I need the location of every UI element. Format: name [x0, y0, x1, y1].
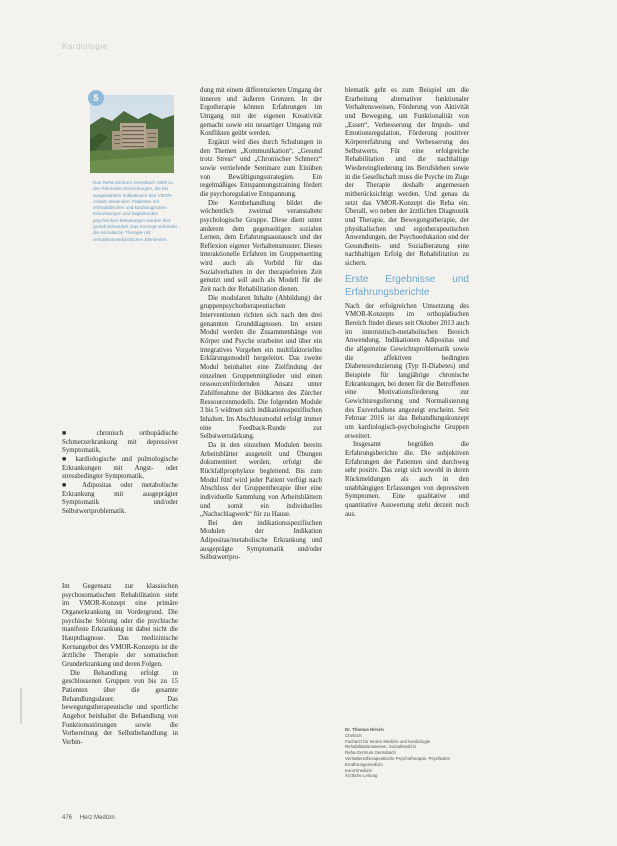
- section-heading: Erste Ergebnisse und Erfahrungsberichte: [345, 273, 469, 298]
- scan-edge-mark: [20, 688, 22, 724]
- column-2-text: [200, 87, 322, 563]
- paragraph: Nach der erfolgreichen Umsetzung des VMOR-Konzepts im orthopädischen Bereich findet dieses seit Oktober 2013 auch im internistisch-metabolischen Bereich Anwendung. Indikationen Adipositas und die allgemeine Gewichtsproblematik sowie die affektiven bedingten Diabetesreduzierung (Typ II-Diabetes) und Beispiele für langjährige chronische Erkrankungen, bei denen für die Betroffenen eine Motivationsförderung zur Gewichtsregulierung und Normalisierung des Essverhaltens angezeigt erscheint. Seit Februar 2016 ist das Behandlungskonzept um kardiologisch-psychologische Gruppen erweitert.: [345, 302, 469, 440]
- photo-caption: Das Reha-Zentrum Gernsbach zählt zu den führenden Einrichtungen, die bei ausgewählten Indikationen den VMOR-Ansatz anwenden: Patienten mit orthopädischen und kardiologischen Erkrankungen und begleitenden psychischen Belastungen werden hier gezielt behandelt. Das Konzept verbindet die somatische Therapie mit verhaltensmedizinischen Elementen.: [93, 180, 177, 242]
- journal-name: Herz Medizin: [79, 815, 115, 821]
- author-info: [345, 727, 467, 779]
- paragraph: blematik geht es zum Beispiel um die Erarbeitung alternativer funktionaler Verhaltensweisen, Förderung von Aktivität und Bewegung, um Funktionalität von „Essen“, Verbesserung der Impuls- und Emotionsregulation, Förderung positiver Körpererfahrung und Verbesserung des Selbstwerts. Für eine erfolgreiche Rehabilitation und die nachhaltige Wiedereingliederung ins Berufsleben sowie in die Gesellschaft muss die Psyche im Zuge der Therapie deshalb angemessen mitberücksichtigt werden. Und genau da setzt das VMOR-Konzept die Reha ein. Überall, wo neben der ärztlichen Diagnostik und Therapie, der Bewegungstherapie, der physikalischen und ergotherapeutischen Anwendungen, der Psychoedukation und der Gesundheits- und Sozialberatung eine nachhaltigen Erfolg der Rehabilitation zu sichern.: [345, 87, 469, 268]
- bullet-item: ■ kardiologische und pulmologische Erkrankungen mit Angst- oder stressbedingter Symptomatik,: [62, 455, 178, 481]
- figure-number-badge: 5: [88, 90, 104, 106]
- author-line: Chefarzt: [345, 732, 362, 738]
- author-line: Verhaltenstherapeutische Psychotherapie, Psychiatrie: [345, 755, 450, 761]
- section-label: Kardiologie: [62, 42, 108, 51]
- author-line: Ärztliche Leitung: [345, 773, 378, 779]
- paragraph: Insgesamt begrüßen die Erfahrungsberichte die. Die subjektiven Erfahrungen der Patienten sind durchweg sehr positiv. Das zeigt sich sowohl in deren Rückmeldungen als auch in den unabhängigen Erfassungen von depressiven Symptomen. Eine qualitative und quantitative Auswertung steht derzeit noch aus.: [345, 441, 469, 518]
- author-line: Reha-Zentrum Gernsbach: [345, 750, 397, 756]
- bullet-item: ■ Adipositas oder metabolische Erkrankung mit ausgeprägter Symptomatik und/oder Selbstwertproblematik.: [62, 481, 178, 515]
- paragraph: Da in den einzelnen Modulen bereits Arbeitsblätter ausgeteilt und Übungen dokumentiert werden, erfolgt die Rückfallprophylaxe begleitend. Bis zum Modul fünf wird jeder Patient verfügt nach Abschluss der Gruppentherapie über eine individuelle Sammlung von Arbeitsblättern und somit ein individuelles „Nachschlagwerk“ für zu Hause.: [200, 441, 322, 519]
- column-1-text: [62, 583, 178, 747]
- bullet-list: [62, 430, 178, 517]
- paragraph: Im Gegensatz zur klassischen psychosomatischen Rehabilitation steht im VMOR-Konzept eine primäre Organerkrankung im Vordergrund. Die psychische Störung oder die psychische manifeste Erkrankung ist dabei nicht die Hauptdiagnose. Das medizinische Kernangebot des VMOR-Konzepts ist die ärztliche Therapie der somatischen Grunderkrankung und deren Folgen.: [62, 583, 178, 668]
- author-line: Facharzt für Innere Medizin und Kardiologie: [345, 738, 431, 744]
- author-line: Rehabilitationswesen, Sozialmedizin: [345, 744, 417, 750]
- page-footer: [62, 815, 115, 821]
- author-line: Kurortmedizin: [345, 767, 373, 773]
- paragraph: Ergänzt wird dies durch Schulungen in den Themen „Kommunikation“, „Gesund trotz Stress“ und „Chronischer Schmerz“ sowie vertiefende Seminare zum Einüben von Bewältigungsstrategien. Ein regelmäßiges Entspannungstraining fördert die psychoregulative Entspannung.: [200, 138, 322, 198]
- paragraph: Die Behandlung erfolgt in geschlossenen Gruppen von bis zu 15 Patienten über die gesamte Behandlungsdauer. Das bewegungstherapeutische und sportliche Angebot beinhaltet die Behandlung von Funktionsstörungen sowie die Vorbereitung der Selbstbehandlung in Verbin-: [62, 669, 178, 746]
- paragraph: Die modularen Inhalte (Abbildung) der gruppenpsychotherapeutischen Interventionen richten sich nach den drei genannten Grunddiagnosen. Im ersten Modul werden die Zusammenhänge von Körper und Psyche erarbeitet und über ein integratives Vorgehen ein multifaktorielles Erklärungsmodell hergeleitet. Das zweite Modul beinhaltet eine Zielfindung der einzelnen Gruppenmitglieder und einen ressourcenfördernden Ansatz unter Zuhilfenahme der Bildkarten des Zürcher Ressourcenmodells. Die folgenden Module 3 bis 5 widmen sich indikationsspezifischen Inhalten. Im Abschlussmodul erfolgt immer eine Feedback-Runde zur Selbstwertstärkung.: [200, 294, 322, 441]
- column-3-text: [345, 87, 469, 519]
- building-photo: [90, 95, 174, 173]
- page-number: 476: [62, 815, 73, 821]
- paragraph: Die Kernbehandlung bildet die wöchentlich zweimal veranstaltete psychologische Gruppe. Diese dient unter anderem dem gegenseitigen sozialen Lernen, dem Erfahrungsaustausch und der Reflexion eigener Verhaltensmuster. Dieses interaktionelle Erfahren im Gruppensetting wird auch als Vorbild für das Sozialverhalten in der therapiefreien Zeit genutzt und soll auch als Modell für die Zeit nach der Rehabilitation dienen.: [200, 199, 322, 294]
- author-name: Dr. Thomas Hirsch: [345, 727, 384, 732]
- paragraph: dung mit einem differenzierten Umgang der inneren und äußeren Grenzen. In der Ergotherapie können Erfahrungen im Umgang mit der eigenen Kreativität gemacht sowie ein neuartiger Umgang mit Konflikten geübt werden.: [200, 87, 322, 138]
- bullet-item: ■ chronisch orthopädische Schmerzerkrankung mit depressiver Symptomatik,: [62, 430, 178, 455]
- paragraph: Bei den indikationsspezifischen Modulen der Indikation Adipositas/metabolische Erkrankung und ausgeprägte Symptomatik und/oder Selbstwertpro-: [200, 519, 322, 562]
- section-header: [62, 36, 172, 51]
- author-line: Ernährungsmedizin: [345, 761, 383, 767]
